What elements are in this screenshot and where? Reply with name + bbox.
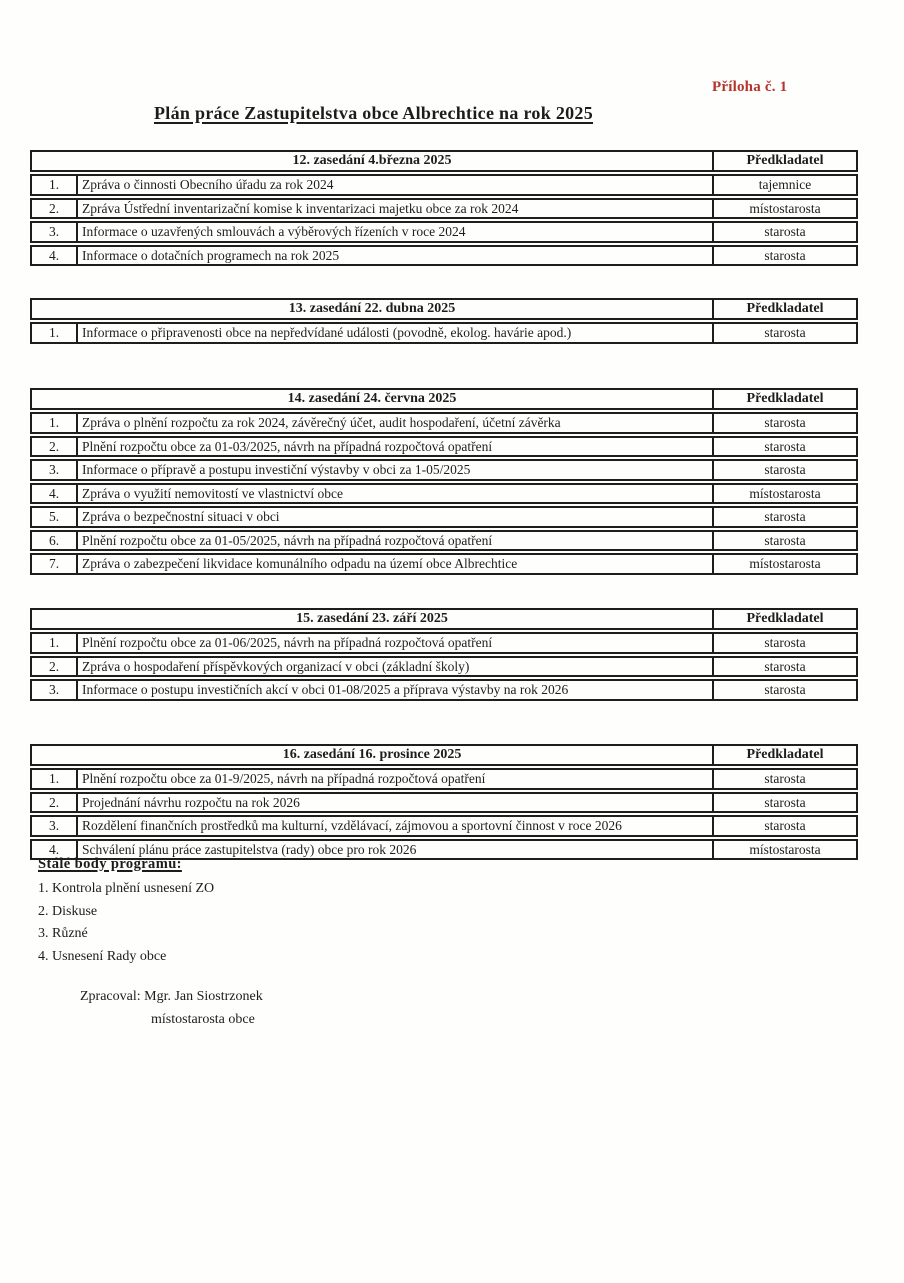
fixed-agenda-item: 2. Diskuse <box>38 903 98 919</box>
row-number: 2. <box>30 656 76 678</box>
presenter-name: starosta <box>712 656 858 678</box>
session-header-row <box>30 298 858 320</box>
row-number: 3. <box>30 221 76 243</box>
presenter-name: starosta <box>712 436 858 458</box>
meeting-table <box>30 742 858 862</box>
row-number: 3. <box>30 815 76 837</box>
agenda-row <box>30 530 858 552</box>
row-number: 2. <box>30 436 76 458</box>
presenter-name: místostarosta <box>712 483 858 505</box>
meeting-table <box>30 386 858 577</box>
presenter-name: starosta <box>712 506 858 528</box>
agenda-row <box>30 412 858 434</box>
presenter-name: starosta <box>712 245 858 267</box>
agenda-item-text: Plnění rozpočtu obce za 01-9/2025, návrh na případná rozpočtová opatření <box>76 768 712 790</box>
fixed-agenda-item: 4. Usnesení Rady obce <box>38 948 167 964</box>
presenter-name: starosta <box>712 322 858 344</box>
agenda-item-text: Zpráva o plnění rozpočtu za rok 2024, závěrečný účet, audit hospodaření, účetní závěrka <box>76 412 712 434</box>
agenda-row <box>30 198 858 220</box>
presenter-column-header: Předkladatel <box>712 608 858 630</box>
prepared-by: Zpracoval: Mgr. Jan Siostrzonek <box>80 989 263 1004</box>
presenter-name: starosta <box>712 459 858 481</box>
session-header-row <box>30 388 858 410</box>
presenter-name: starosta <box>712 815 858 837</box>
agenda-item-text: Informace o postupu investičních akcí v obci 01-08/2025 a příprava výstavby na rok 2026 <box>76 679 712 701</box>
presenter-name: starosta <box>712 221 858 243</box>
fixed-agenda-heading: Stálé body programu: <box>38 856 182 872</box>
session-title: 13. zasedání 22. dubna 2025 <box>30 298 712 320</box>
row-number: 4. <box>30 245 76 267</box>
agenda-item-text: Informace o přípravě a postupu investiční výstavby v obci za 1-05/2025 <box>76 459 712 481</box>
presenter-name: starosta <box>712 530 858 552</box>
presenter-name: místostarosta <box>712 198 858 220</box>
presenter-name: starosta <box>712 768 858 790</box>
row-number: 2. <box>30 792 76 814</box>
agenda-item-text: Zpráva o zabezpečení likvidace komunálního odpadu na území obce Albrechtice <box>76 553 712 575</box>
presenter-column-header: Předkladatel <box>712 298 858 320</box>
attachment-label: Příloha č. 1 <box>712 79 788 95</box>
fixed-agenda-item: 3. Různé <box>38 926 88 941</box>
row-number: 1. <box>30 174 76 196</box>
presenter-name: starosta <box>712 632 858 654</box>
page-title: Plán práce Zastupitelstva obce Albrechtice na rok 2025 <box>154 103 594 123</box>
row-number: 4. <box>30 483 76 505</box>
agenda-row <box>30 656 858 678</box>
row-number: 2. <box>30 198 76 220</box>
row-number: 3. <box>30 459 76 481</box>
meeting-table <box>30 148 858 268</box>
meeting-table <box>30 296 858 346</box>
agenda-row <box>30 815 858 837</box>
agenda-row <box>30 792 858 814</box>
session-title: 12. zasedání 4.března 2025 <box>30 150 712 172</box>
agenda-row <box>30 679 858 701</box>
meeting-table <box>30 606 858 703</box>
agenda-item-text: Zpráva o hospodaření příspěvkových organizací v obci (základní školy) <box>76 656 712 678</box>
agenda-row <box>30 768 858 790</box>
signature-block <box>80 985 263 1031</box>
presenter-column-header: Předkladatel <box>712 388 858 410</box>
agenda-item-text: Plnění rozpočtu obce za 01-05/2025, návrh na případná rozpočtová opatření <box>76 530 712 552</box>
row-number: 7. <box>30 553 76 575</box>
presenter-column-header: Předkladatel <box>712 150 858 172</box>
agenda-item-text: Informace o připravenosti obce na nepředvídané události (povodně, ekolog. havárie apod.) <box>76 322 712 344</box>
session-title: 15. zasedání 23. září 2025 <box>30 608 712 630</box>
agenda-item-text: Plnění rozpočtu obce za 01-06/2025, návrh na případná rozpočtová opatření <box>76 632 712 654</box>
presenter-name: místostarosta <box>712 553 858 575</box>
row-number: 1. <box>30 768 76 790</box>
presenter-name: starosta <box>712 679 858 701</box>
row-number: 5. <box>30 506 76 528</box>
agenda-item-text: Plnění rozpočtu obce za 01-03/2025, návrh na případná rozpočtová opatření <box>76 436 712 458</box>
fixed-agenda-item: 1. Kontrola plnění usnesení ZO <box>38 881 215 896</box>
agenda-item-text: Zpráva Ústřední inventarizační komise k inventarizaci majetku obce za rok 2024 <box>76 198 712 220</box>
row-number: 1. <box>30 322 76 344</box>
agenda-item-text: Zpráva o využití nemovitostí ve vlastnictví obce <box>76 483 712 505</box>
presenter-name: starosta <box>712 792 858 814</box>
agenda-row <box>30 174 858 196</box>
prepared-by-role: místostarosta obce <box>151 1012 255 1027</box>
row-number: 4. <box>30 839 76 861</box>
row-number: 3. <box>30 679 76 701</box>
presenter-name: starosta <box>712 412 858 434</box>
agenda-row <box>30 221 858 243</box>
presenter-name: místostarosta <box>712 839 858 861</box>
row-number: 6. <box>30 530 76 552</box>
session-header-row <box>30 744 858 766</box>
agenda-item-text: Informace o dotačních programech na rok 2025 <box>76 245 712 267</box>
agenda-item-text: Zpráva o činnosti Obecního úřadu za rok 2024 <box>76 174 712 196</box>
presenter-column-header: Předkladatel <box>712 744 858 766</box>
agenda-row <box>30 459 858 481</box>
agenda-row <box>30 483 858 505</box>
presenter-name: tajemnice <box>712 174 858 196</box>
session-title: 14. zasedání 24. června 2025 <box>30 388 712 410</box>
session-header-row <box>30 150 858 172</box>
session-title: 16. zasedání 16. prosince 2025 <box>30 744 712 766</box>
fixed-agenda-list <box>38 878 214 968</box>
agenda-item-text: Projednání návrhu rozpočtu na rok 2026 <box>76 792 712 814</box>
agenda-item-text: Rozdělení finančních prostředků ma kulturní, vzdělávací, zájmovou a sportovní činnost v roce 2026 <box>76 815 712 837</box>
agenda-row <box>30 322 858 344</box>
agenda-row <box>30 632 858 654</box>
row-number: 1. <box>30 632 76 654</box>
agenda-item-text: Zpráva o bezpečnostní situaci v obci <box>76 506 712 528</box>
agenda-row <box>30 553 858 575</box>
row-number: 1. <box>30 412 76 434</box>
fixed-agenda-section <box>38 854 214 968</box>
agenda-item-text: Schválení plánu práce zastupitelstva (rady) obce pro rok 2026 <box>76 839 712 861</box>
agenda-row <box>30 506 858 528</box>
session-header-row <box>30 608 858 630</box>
agenda-row <box>30 436 858 458</box>
agenda-item-text: Informace o uzavřených smlouvách a výběrových řízeních v roce 2024 <box>76 221 712 243</box>
agenda-row <box>30 245 858 267</box>
